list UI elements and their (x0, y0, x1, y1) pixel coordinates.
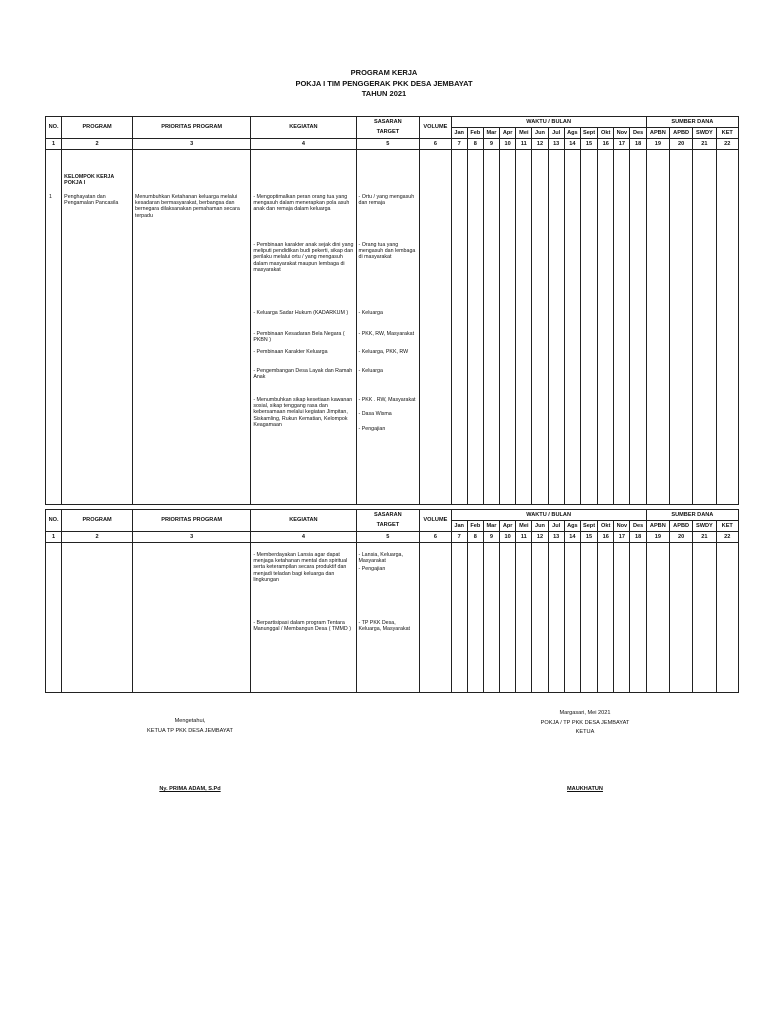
month-header: Apr (500, 521, 516, 532)
header-prioritas: PRIORITAS PROGRAM (132, 117, 250, 139)
sasaran-item: - PKK, RW, Masyarakat (358, 331, 415, 337)
header-sasaran: SASARAN (356, 117, 420, 128)
month-header: Ags (564, 128, 580, 139)
sasaran-item: - Dasa Wisma (358, 411, 392, 417)
month-header: Mar (483, 521, 499, 532)
month-cell (500, 543, 516, 693)
column-number: 16 (598, 139, 614, 150)
column-number: 20 (669, 139, 692, 150)
title-line-2: POKJA I TIM PENGGERAK PKK DESA JEMBAYAT (295, 78, 473, 88)
fund-cell (693, 543, 716, 693)
kegiatan-cell (251, 150, 356, 505)
program-cell (62, 543, 133, 693)
column-number: 9 (483, 532, 499, 543)
kegiatan-item: - Menumbuhkan sikap kesetiaan kawanan sosial, sikap tenggang rasa dan kebersamaan melalui kegiatan Jimpitan, Siskamling, Rukun Kematian, Kelompok Keagamaan (253, 397, 353, 428)
column-number: 18 (630, 532, 646, 543)
sasaran-item: - Keluarga (358, 368, 383, 374)
sig-left-line2: KETUA TP PKK DESA JEMBAYAT (147, 727, 233, 734)
header-waktu: WAKTU / BULAN (451, 117, 646, 128)
column-number: 5 (356, 139, 420, 150)
column-number: 20 (669, 532, 692, 543)
month-header: Jan (451, 521, 467, 532)
fund-cell (669, 150, 692, 505)
column-number: 4 (251, 139, 356, 150)
column-number: 6 (420, 139, 451, 150)
sasaran-item: - Pengajian (358, 566, 386, 572)
group-label: KELOMPOK KERJA POKJA I (64, 174, 115, 187)
signature-right (510, 709, 660, 794)
header-prioritas: PRIORITAS PROGRAM (132, 510, 250, 532)
kegiatan-item: - Keluarga Sadar Hukum (KADARKUM ) (253, 310, 349, 316)
month-cell (564, 543, 580, 693)
program-table-2 (45, 509, 739, 693)
kegiatan-item: - Mengoptimalkan peran orang tua yang mengasuh dalam menerapkan pola asuh anak dan remaja dalam keluarga (253, 194, 350, 213)
column-number: 10 (500, 532, 516, 543)
month-header: Jul (548, 521, 564, 532)
month-header: Mei (516, 521, 532, 532)
sig-left-name: Ny. PRIMA ADAM, S.Pd (159, 786, 221, 792)
header-volume: VOLUME (420, 117, 451, 139)
header-target: TARGET (356, 521, 420, 532)
month-cell (467, 543, 483, 693)
fund-cell (646, 543, 669, 693)
column-number: 7 (451, 139, 467, 150)
header-no: NO. (46, 117, 62, 139)
column-number: 8 (467, 532, 483, 543)
month-header: Mar (483, 128, 499, 139)
column-number: 12 (532, 532, 548, 543)
title-line-1: PROGRAM KERJA (350, 68, 418, 77)
sasaran-item: - Orang tua yang mengasuh dan lembaga di masyarakat (358, 242, 416, 261)
fund-header: APBD (669, 128, 692, 139)
month-cell (630, 150, 646, 505)
fund-header: KET (716, 128, 739, 139)
header-numbers-row (46, 139, 739, 150)
column-number: 7 (451, 532, 467, 543)
title-line-3: TAHUN 2021 (361, 89, 407, 98)
header-volume: VOLUME (420, 510, 451, 532)
month-header: Feb (467, 128, 483, 139)
prioritas-cell (132, 543, 250, 693)
sasaran-item: - Pengajian (358, 426, 386, 432)
program-cell (62, 150, 133, 505)
volume-cell (420, 543, 451, 693)
header-no: NO. (46, 510, 62, 532)
month-header: Ags (564, 521, 580, 532)
month-cell (580, 543, 597, 693)
month-header: Nov (614, 521, 630, 532)
column-number: 19 (646, 532, 669, 543)
header-program: PROGRAM (62, 510, 133, 532)
column-number: 15 (580, 139, 597, 150)
month-header: Des (630, 521, 646, 532)
month-header: Jun (532, 128, 548, 139)
month-cell (532, 150, 548, 505)
column-number: 1 (46, 139, 62, 150)
sasaran-item: - TP PKK Desa, Keluarga, Masyarakat (358, 620, 411, 633)
fund-cell (646, 150, 669, 505)
header-kegiatan: KEGIATAN (251, 117, 356, 139)
fund-cell (716, 150, 739, 505)
month-cell (598, 150, 614, 505)
signature-left (120, 717, 260, 795)
month-header: Sept (580, 128, 597, 139)
kegiatan-item: - Memberdayakan Lansia agar dapat menjaga ketahanan mental dan spiritual serta keterampilan secara produktif dan menjadi teladan bagi keluarga dan lingkungan (253, 552, 348, 583)
month-cell (483, 150, 499, 505)
month-cell (483, 543, 499, 693)
sig-left-line1: Mengetahui, (174, 718, 206, 724)
month-header: Jan (451, 128, 467, 139)
month-cell (548, 150, 564, 505)
document-title (0, 68, 768, 100)
month-header: Nov (614, 128, 630, 139)
month-cell (467, 150, 483, 505)
header-kegiatan: KEGIATAN (251, 510, 356, 532)
column-number: 12 (532, 139, 548, 150)
column-number: 1 (46, 532, 62, 543)
kegiatan-cell (251, 543, 356, 693)
sig-right-name: MAUKHATUN (567, 785, 603, 792)
header-sumber-dana: SUMBER DANA (646, 117, 738, 128)
header-target: TARGET (356, 128, 420, 139)
column-number: 13 (548, 139, 564, 150)
column-number: 15 (580, 532, 597, 543)
sasaran-item: - Keluarga (358, 310, 383, 316)
column-number: 3 (132, 139, 250, 150)
kegiatan-item: - Pembinaan karakter anak sejak dini yang meliputi pendidikan budi pekerti, sikap dan perilaku melalui ortu / yang mengasuh dalam masyarakat maupun lembaga di masyarakat (253, 242, 354, 273)
column-number: 2 (62, 139, 133, 150)
column-number: 16 (598, 532, 614, 543)
column-number: 21 (693, 532, 716, 543)
column-number: 22 (716, 532, 739, 543)
month-header: Apr (500, 128, 516, 139)
fund-header: APBN (646, 521, 669, 532)
header-numbers-row (46, 532, 739, 543)
month-header: Mei (516, 128, 532, 139)
month-header: Sept (580, 521, 597, 532)
column-number: 11 (516, 139, 532, 150)
month-header: Jul (548, 128, 564, 139)
column-number: 17 (614, 532, 630, 543)
no-cell (46, 150, 62, 505)
column-number: 17 (614, 139, 630, 150)
column-number: 14 (564, 139, 580, 150)
header-sumber-dana: SUMBER DANA (646, 510, 738, 521)
month-header: Jun (532, 521, 548, 532)
column-number: 22 (716, 139, 739, 150)
prioritas-text: Menumbuhkan Ketahanan keluarga melalui kesadaran bermasyarakat, berbangsa dan bernegara dilaksanakan pemahaman secara terpadu (134, 194, 240, 219)
column-number: 8 (467, 139, 483, 150)
month-cell (564, 150, 580, 505)
month-header: Des (630, 128, 646, 139)
no-cell (46, 543, 62, 693)
fund-header: APBN (646, 128, 669, 139)
column-number: 4 (251, 532, 356, 543)
month-header: Okt (598, 128, 614, 139)
column-number: 14 (564, 532, 580, 543)
fund-cell (693, 150, 716, 505)
fund-header: APBD (669, 521, 692, 532)
column-number: 11 (516, 532, 532, 543)
month-cell (516, 543, 532, 693)
sig-right-date: Margasari, Mei 2021 (559, 710, 611, 716)
month-cell (451, 543, 467, 693)
sasaran-item: - PKK . RW, Masyarakat (358, 397, 416, 403)
sasaran-item: - Ortu / yang mengasuh dan remaja (358, 194, 415, 207)
fund-cell (669, 543, 692, 693)
fund-header: SWDY (693, 128, 716, 139)
month-cell (451, 150, 467, 505)
column-number: 2 (62, 532, 133, 543)
sasaran-cell (356, 150, 420, 505)
column-number: 19 (646, 139, 669, 150)
sasaran-item: - Keluarga, PKK, RW (358, 349, 409, 355)
column-number: 21 (693, 139, 716, 150)
month-cell (630, 543, 646, 693)
header-program: PROGRAM (62, 117, 133, 139)
program-table-1 (45, 116, 739, 505)
program-text: Penghayatan dan Pengamalan Pancasila (64, 194, 119, 207)
month-cell (516, 150, 532, 505)
month-cell (614, 150, 630, 505)
column-number: 10 (500, 139, 516, 150)
volume-cell (420, 150, 451, 505)
column-number: 3 (132, 532, 250, 543)
month-cell (548, 543, 564, 693)
month-cell (580, 150, 597, 505)
column-number: 5 (356, 532, 420, 543)
month-cell (532, 543, 548, 693)
sasaran-cell (356, 543, 420, 693)
header-waktu: WAKTU / BULAN (451, 510, 646, 521)
sig-right-line2: KETUA (575, 729, 595, 735)
kegiatan-item: - Pembinaan Karakter Keluarga (253, 349, 328, 355)
sasaran-item: - Lansia, Keluarga, Masyarakat (358, 552, 403, 565)
fund-header: SWDY (693, 521, 716, 532)
prioritas-cell (132, 150, 250, 505)
row-number: 1 (49, 194, 52, 200)
month-header: Okt (598, 521, 614, 532)
fund-cell (716, 543, 739, 693)
fund-header: KET (716, 521, 739, 532)
header-sasaran: SASARAN (356, 510, 420, 521)
column-number: 9 (483, 139, 499, 150)
kegiatan-item: - Pengembangan Desa Layak dan Ramah Anak (253, 368, 353, 381)
month-cell (500, 150, 516, 505)
column-number: 6 (420, 532, 451, 543)
column-number: 18 (630, 139, 646, 150)
month-cell (614, 543, 630, 693)
sig-right-line1: POKJA / TP PKK DESA JEMBAYAT (540, 719, 630, 726)
month-header: Feb (467, 521, 483, 532)
kegiatan-item: - Berpartisipasi dalam program Tentara Manunggal / Membangun Desa ( TMMD ) (253, 620, 351, 633)
column-number: 13 (548, 532, 564, 543)
kegiatan-item: - Pembinaan Kesadaran Bela Negara ( PKBN ) (253, 331, 345, 344)
month-cell (598, 543, 614, 693)
